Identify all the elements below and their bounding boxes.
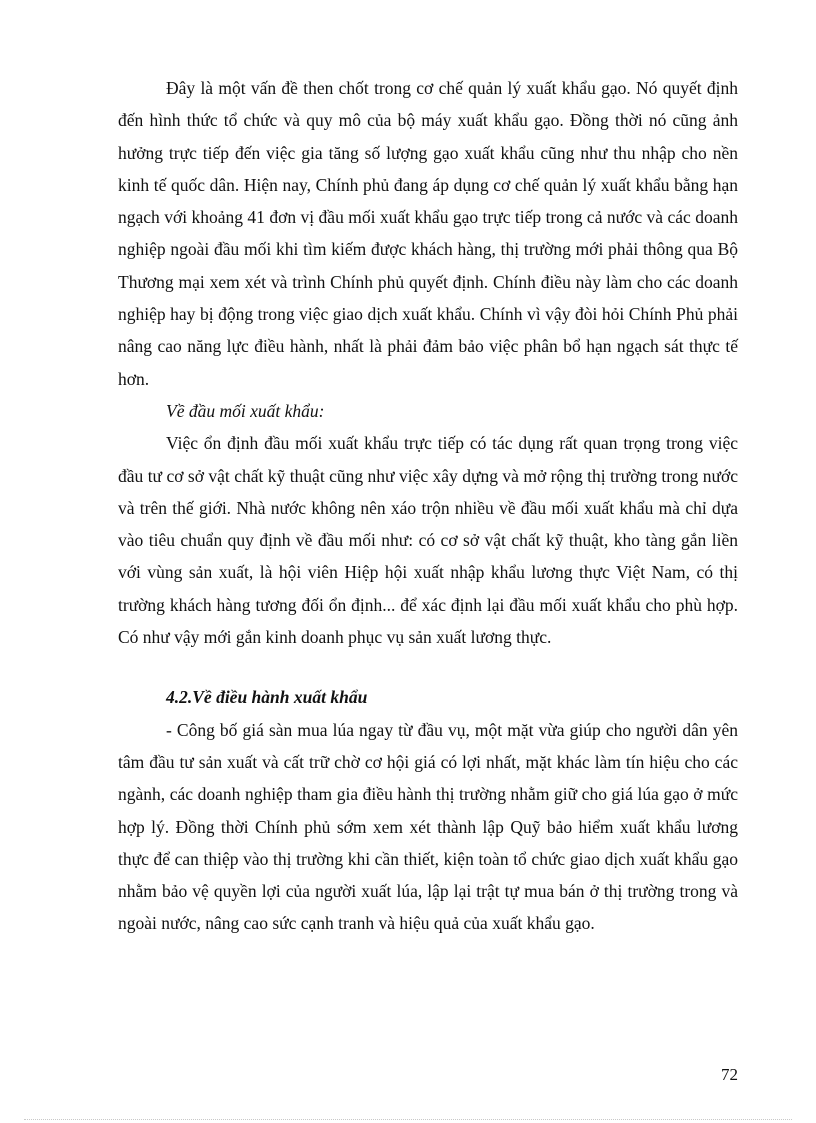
paragraph-rice-export-management: Đây là một vấn đề then chốt trong cơ chế quản lý xuất khẩu gạo. Nó quyết định đến hình thức tổ chức và quy mô của bộ máy xuất khẩu gạo. Đồng thời nó cũng ảnh hưởng trực tiếp đến việc gia tăng số lượng gạo xuất khẩu cũng như thu nhập cho nền kinh tế quốc dân. Hiện nay, Chính phủ đang áp dụng cơ chế quản lý xuất khẩu bằng hạn ngạch với khoảng 41 đơn vị đầu mối xuất khẩu gạo trực tiếp trong cả nước và các doanh nghiệp ngoài đầu mối khi tìm kiếm được khách hàng, thị trường mới phải thông qua Bộ Thương mại xem xét và trình Chính phủ quyết định. Chính điều này làm cho các doanh nghiệp hay bị động trong việc giao dịch xuất khẩu. Chính vì vậy đòi hỏi Chính Phủ phải nâng cao năng lực điều hành, nhất là phải đảm bảo việc phân bổ hạn ngạch sát thực tế hơn. bbox=[118, 78, 738, 389]
paragraph-export-focal-points: Việc ổn định đầu mối xuất khẩu trực tiếp có tác dụng rất quan trọng trong việc đầu tư cơ sở vật chất kỹ thuật cũng như việc xây dựng và mở rộng thị trường trong nước và trên thế giới. Nhà nước không nên xáo trộn nhiều về đầu mối xuất khẩu mà chỉ dựa vào tiêu chuẩn quy định về đầu mối như: có cơ sở vật chất kỹ thuật, kho tàng gắn liền với vùng sản xuất, là hội viên Hiệp hội xuất nhập khẩu lương thực Việt Nam, có thị trường khách hàng tương đối ổn định... để xác định lại đầu mối xuất khẩu cho phù hợp. Có như vậy mới gắn kinh doanh phục vụ sản xuất lương thực. bbox=[118, 433, 738, 648]
page-body bbox=[118, 72, 738, 940]
subheading-export-focal-points: Về đầu mối xuất khẩu: bbox=[166, 400, 325, 421]
footer-divider bbox=[24, 1119, 792, 1120]
section-heading-export-operation: 4.2.Về điều hành xuất khẩu bbox=[166, 687, 368, 708]
paragraph-floor-price: - Công bố giá sàn mua lúa ngay từ đầu vụ, một mặt vừa giúp cho người dân yên tâm đầu tư sản xuất và cất trữ chờ cơ hội giá có lợi nhất, mặt khác làm tín hiệu cho các ngành, các doanh nghiệp tham gia điều hành thị trường nhằm giữ cho giá lúa gạo ở mức hợp lý. Đồng thời Chính phủ sớm xem xét thành lập Quỹ bảo hiểm xuất khẩu lương thực để can thiệp vào thị trường khi cần thiết, kiện toàn tổ chức giao dịch xuất khẩu gạo nhằm bảo vệ quyền lợi của người xuất lúa, lập lại trật tự mua bán ở thị trường trong và ngoài nước, nâng cao sức cạnh tranh và hiệu quả của xuất khẩu gạo. bbox=[118, 719, 738, 934]
page-number: 72 bbox=[721, 1065, 738, 1084]
